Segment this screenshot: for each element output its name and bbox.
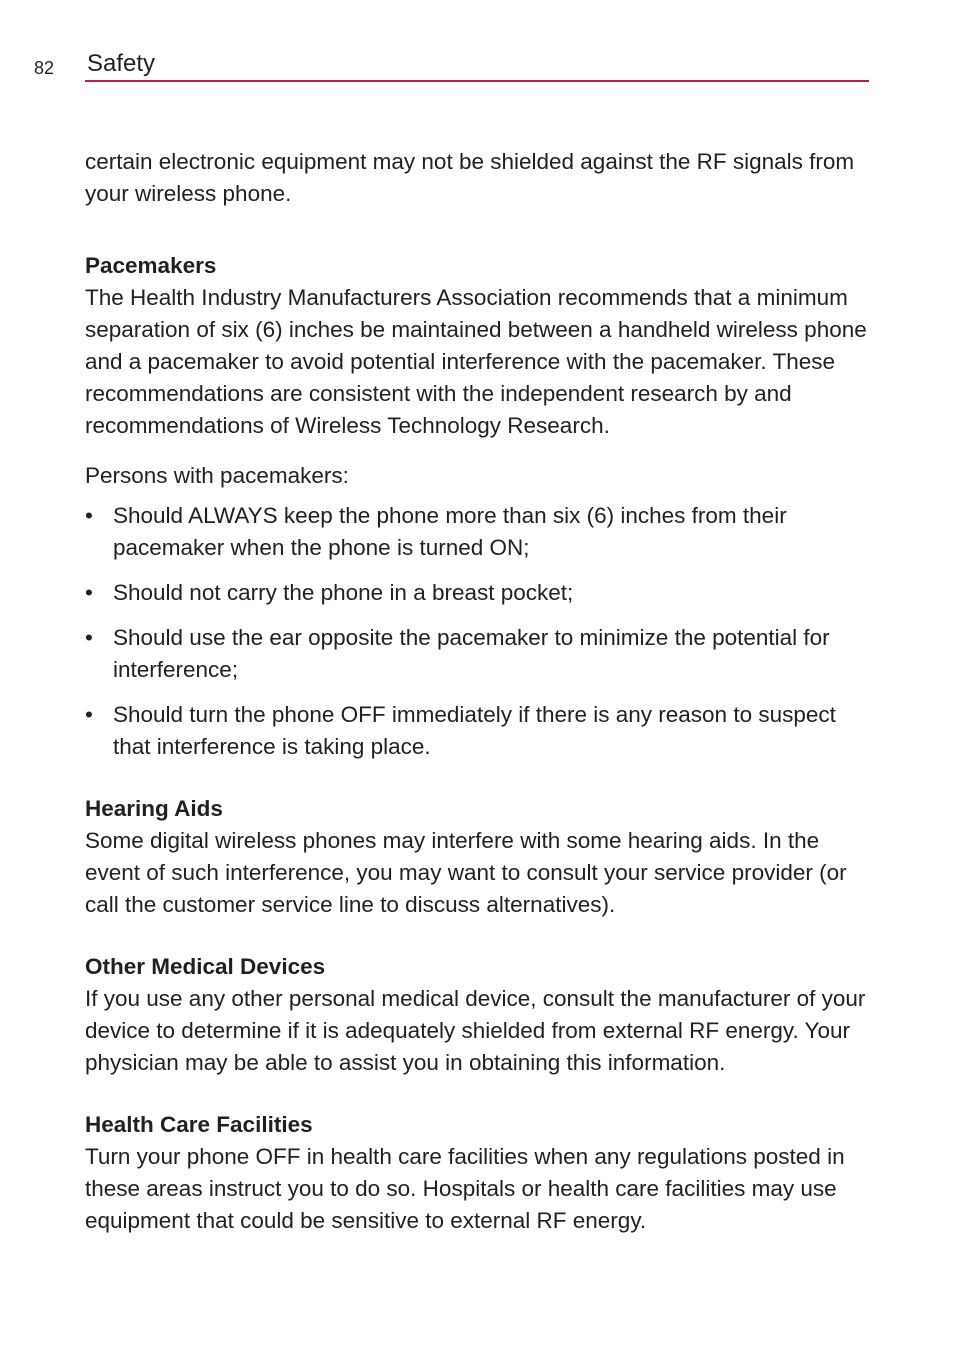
other-medical-section bbox=[85, 953, 875, 1079]
header-divider bbox=[85, 80, 869, 82]
page-number: 82 bbox=[34, 58, 55, 78]
list-item bbox=[85, 577, 875, 609]
hearing-aids-body: Some digital wireless phones may interfere with some hearing aids. In the event of such interference, you may want to consult your service provider (or call the customer service line to discuss alternatives). bbox=[85, 828, 847, 917]
list-item bbox=[85, 500, 875, 564]
bullet-icon: • bbox=[85, 625, 93, 650]
page-content bbox=[85, 146, 875, 1269]
health-care-section bbox=[85, 1111, 875, 1237]
bullet-icon: • bbox=[85, 503, 93, 528]
pacemaker-bullet-list bbox=[85, 500, 875, 763]
list-item bbox=[85, 622, 875, 686]
pacemakers-section bbox=[85, 252, 875, 763]
health-care-heading: Health Care Facilities bbox=[85, 1112, 313, 1137]
pacemakers-heading: Pacemakers bbox=[85, 253, 217, 278]
persons-label: Persons with pacemakers: bbox=[85, 463, 349, 488]
pacemakers-body: The Health Industry Manufacturers Association recommends that a minimum separation of six (6) inches be maintained between a handheld wireless phone and a pacemaker to avoid potential interference with the pacemaker. These recommendations are consistent with the independent research by and recommendations of Wireless Technology Research. bbox=[85, 285, 867, 438]
intro-paragraph: certain electronic equipment may not be shielded against the RF signals from your wireless phone. bbox=[85, 149, 855, 206]
bullet-icon: • bbox=[85, 580, 93, 605]
other-medical-heading: Other Medical Devices bbox=[85, 954, 326, 979]
bullet-icon: • bbox=[85, 702, 93, 727]
list-item-text: Should use the ear opposite the pacemaker to minimize the potential for interference; bbox=[113, 625, 830, 682]
hearing-aids-heading: Hearing Aids bbox=[85, 796, 223, 821]
other-medical-body: If you use any other personal medical device, consult the manufacturer of your device to determine if it is adequately shielded from external RF energy. Your physician may be able to assist you in obtaining this information. bbox=[85, 986, 866, 1075]
section-title: Safety bbox=[87, 50, 156, 77]
list-item bbox=[85, 699, 875, 763]
hearing-aids-section bbox=[85, 795, 875, 921]
health-care-body: Turn your phone OFF in health care facilities when any regulations posted in these areas instruct you to do so. Hospitals or health care facilities may use equipment that could be sensitive to external RF energy. bbox=[85, 1144, 845, 1233]
list-item-text: Should ALWAYS keep the phone more than six (6) inches from their pacemaker when the phone is turned ON; bbox=[113, 503, 787, 560]
list-item-text: Should turn the phone OFF immediately if there is any reason to suspect that interference is taking place. bbox=[113, 702, 836, 759]
list-item-text: Should not carry the phone in a breast pocket; bbox=[113, 580, 574, 605]
